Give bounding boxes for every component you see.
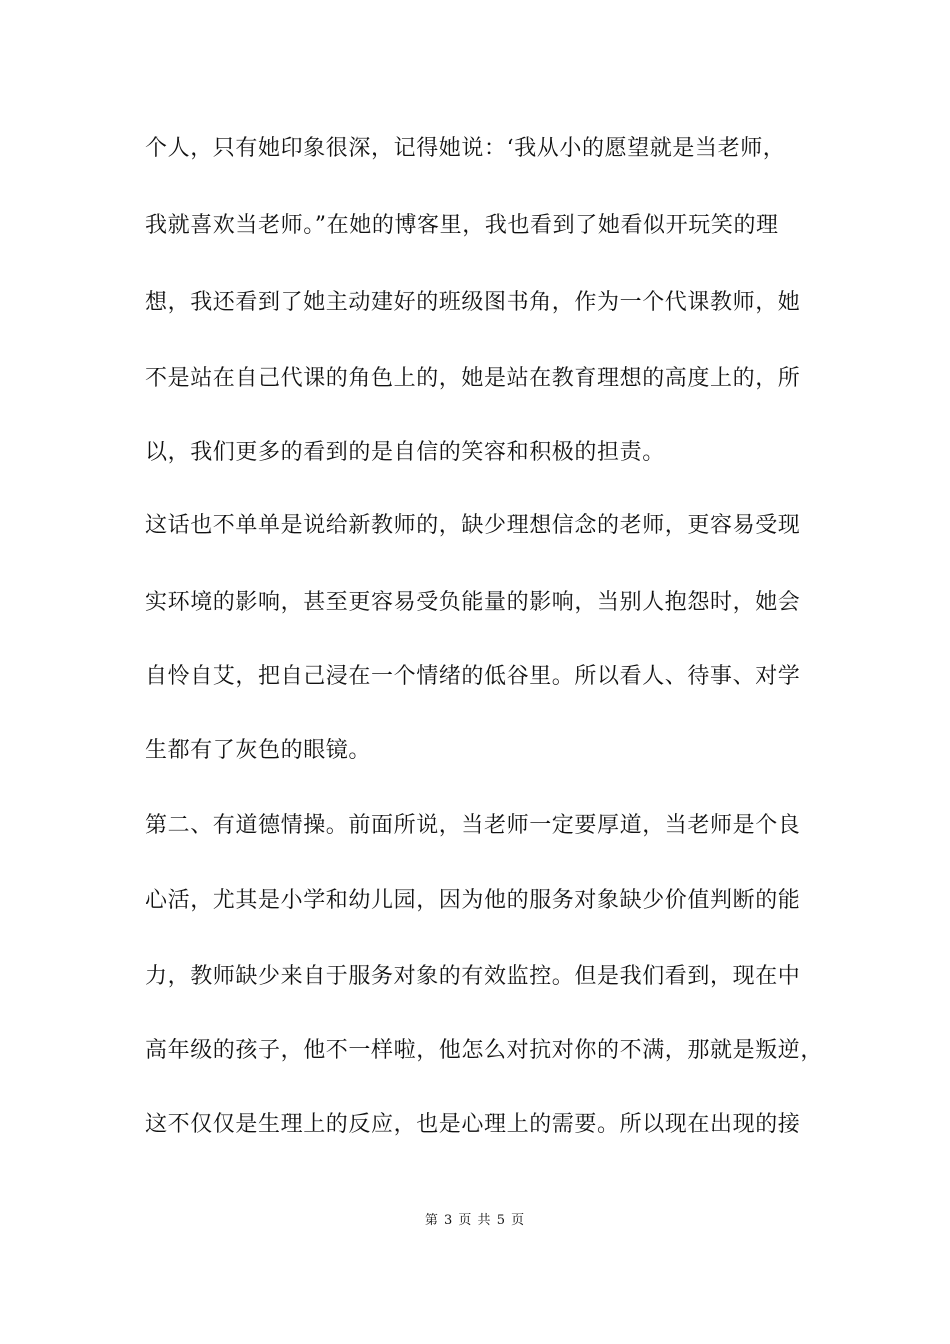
paragraph-line: 个人，只有她印象很深，记得她说：‘我从小的愿望就是当老师，	[145, 136, 786, 161]
paragraph-line: 高年级的孩子，他不一样啦，他怎么对抗对你的不满，那就是叛逆，	[145, 1038, 824, 1063]
paragraph-line: 我就喜欢当老师。”在她的博客里，我也看到了她看似开玩笑的理	[145, 213, 779, 238]
page-number-footer: 第 3 页 共 5 页	[424, 1213, 526, 1228]
paragraph-line: 这不仅仅是生理上的反应，也是心理上的需要。所以现在出现的接	[145, 1112, 801, 1137]
paragraph-line: 想，我还看到了她主动建好的班级图书角，作为一个代课教师，她	[145, 290, 801, 315]
paragraph-line: 自怜自艾，把自己浸在一个情绪的低谷里。所以看人、待事、对学	[145, 664, 801, 689]
paragraph-line: 第二、有道德情操。前面所说，当老师一定要厚道，当老师是个良	[145, 813, 801, 838]
paragraph-line: 心活，尤其是小学和幼儿园，因为他的服务对象缺少价值判断的能	[145, 888, 801, 913]
paragraph-line: 以，我们更多的看到的是自信的笑容和积极的担责。	[145, 440, 665, 465]
paragraph-line: 生都有了灰色的眼镜。	[145, 738, 372, 763]
paragraph-line: 这话也不单单是说给新教师的，缺少理想信念的老师，更容易受现	[145, 513, 801, 538]
paragraph-line: 力，教师缺少来自于服务对象的有效监控。但是我们看到，现在中	[145, 964, 801, 989]
paragraph-line: 实环境的影响，甚至更容易受负能量的影响，当别人抱怨时，她会	[145, 590, 801, 615]
paragraph-line: 不是站在自己代课的角色上的，她是站在教育理想的高度上的，所	[145, 366, 801, 391]
